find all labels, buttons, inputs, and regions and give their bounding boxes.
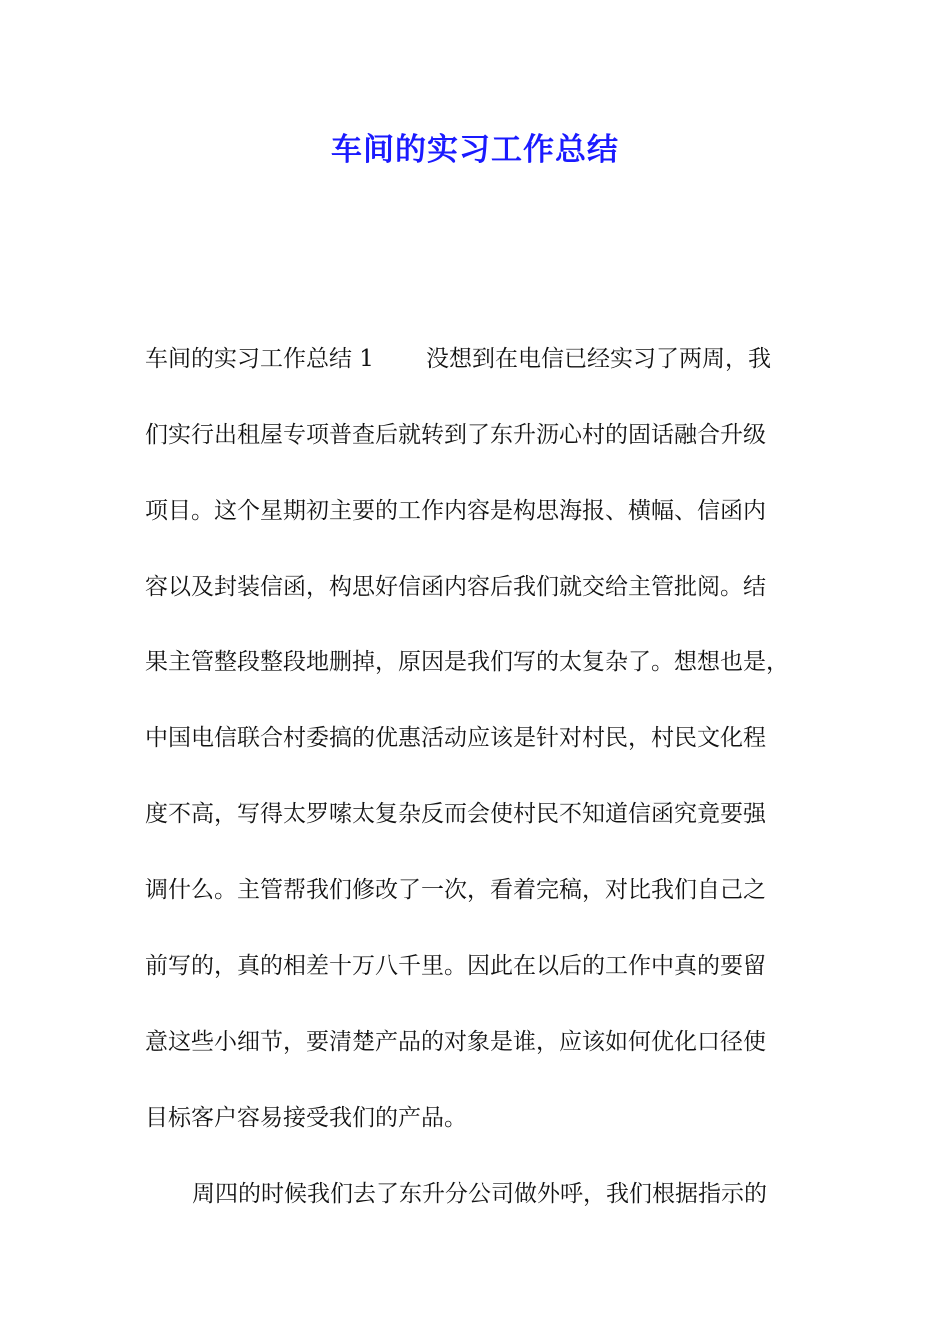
body-line: 前写的，真的相差十万八千里。因此在以后的工作中真的要留 xyxy=(145,953,766,979)
body-line: 们实行出租屋专项普查后就转到了东升沥心村的固话融合升级 xyxy=(145,422,766,448)
section-heading: 车间的实习工作总结 1 xyxy=(145,346,374,372)
line-text: 没想到在电信已经实习了两周，我 xyxy=(425,346,771,372)
body-line: 度不高，写得太罗嗦太复杂反而会使村民不知道信函究竟要强 xyxy=(145,801,766,827)
body-line: 中国电信联合村委搞的优惠活动应该是针对村民，村民文化程 xyxy=(145,725,766,751)
body-line: 果主管整段整段地删掉，原因是我们写的太复杂了。想想也是， xyxy=(145,649,789,675)
body-line: 意这些小细节，要清楚产品的对象是谁，应该如何优化口径使 xyxy=(145,1029,766,1055)
body-line: 项目。这个星期初主要的工作内容是构思海报、横幅、信函内 xyxy=(145,498,766,524)
body-line: 调什么。主管帮我们修改了一次，看着完稿，对比我们自己之 xyxy=(145,877,766,903)
body-line: 容以及封装信函，构思好信函内容后我们就交给主管批阅。结 xyxy=(145,574,766,600)
document-title: 车间的实习工作总结 xyxy=(331,132,619,168)
body-line: 目标客户容易接受我们的产品。 xyxy=(145,1105,467,1131)
body-line xyxy=(145,344,771,374)
body-line: 周四的时候我们去了东升分公司做外呼，我们根据指示的 xyxy=(192,1181,767,1207)
